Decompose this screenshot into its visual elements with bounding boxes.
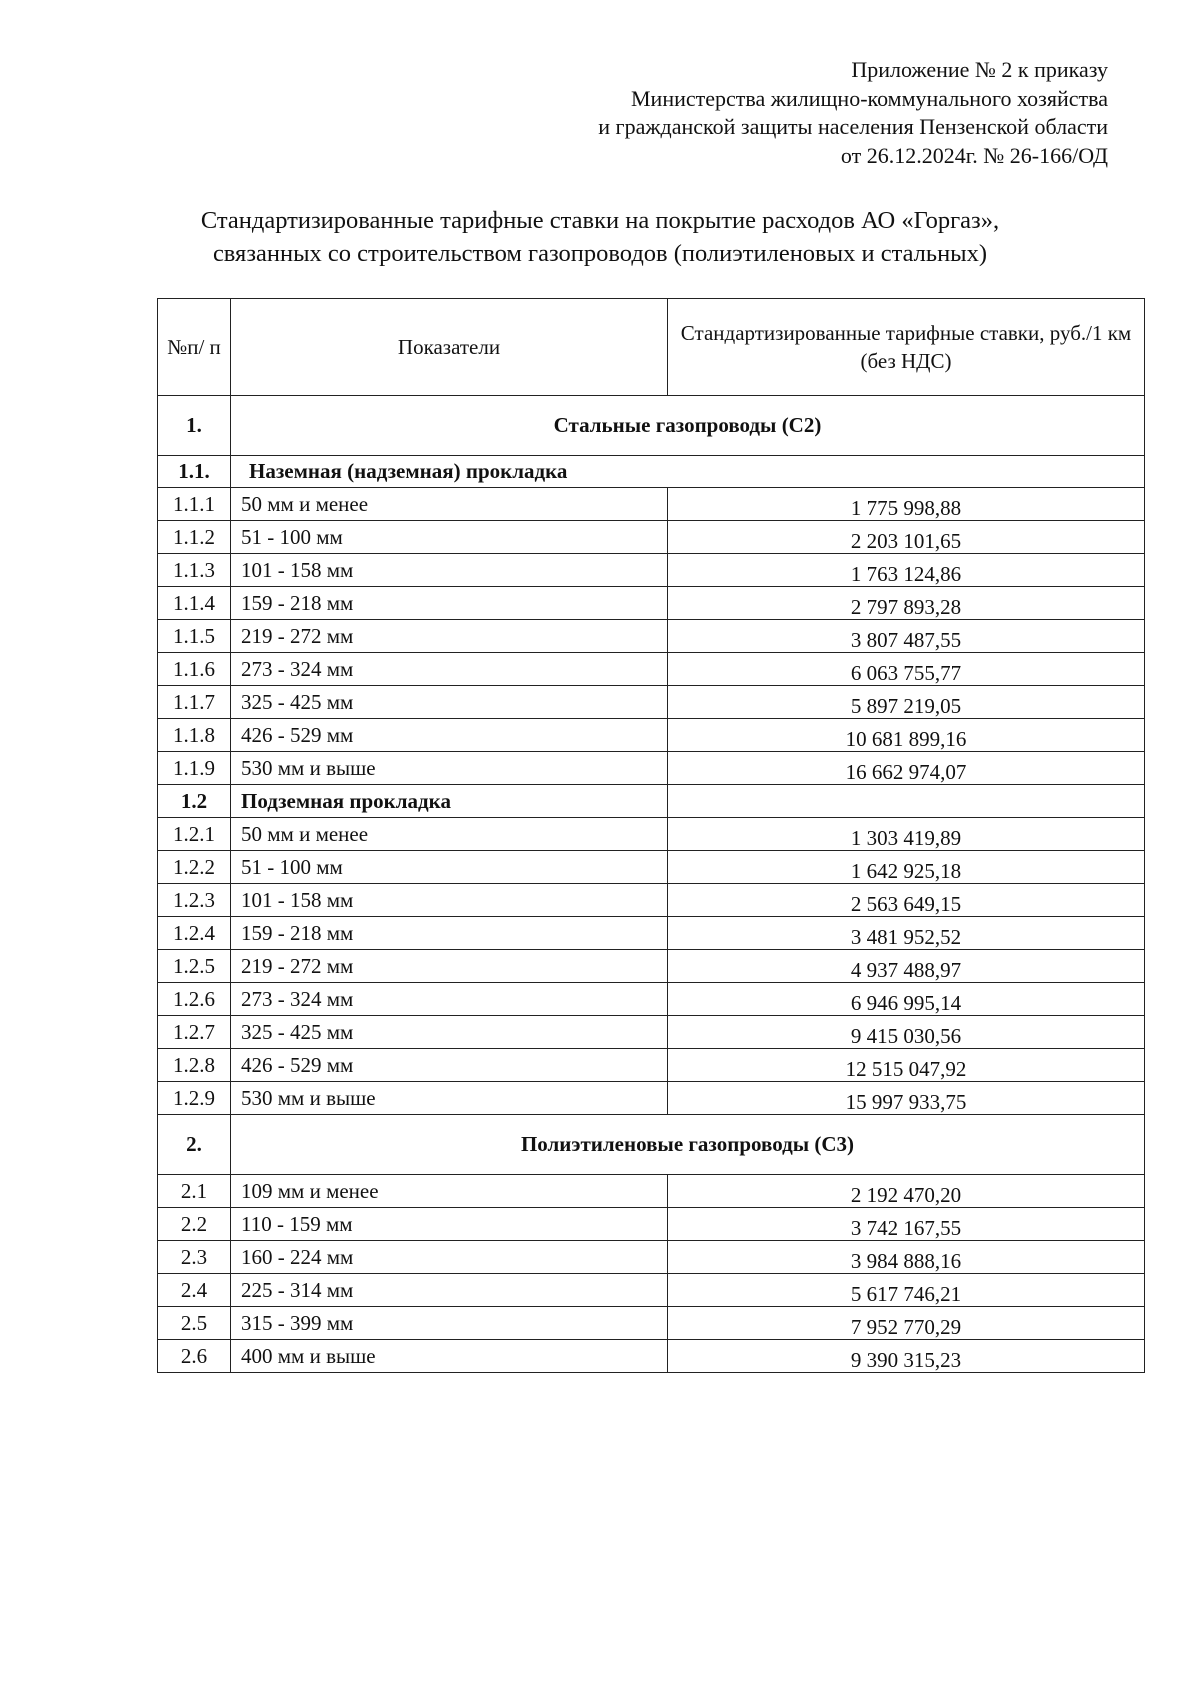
document-title [0, 204, 1200, 270]
row-num: 2.6 [158, 1340, 231, 1373]
row-num: 2.3 [158, 1241, 231, 1274]
row-value: 1 763 124,86 [668, 554, 1145, 587]
row-num: 2.4 [158, 1274, 231, 1307]
ministry-line: Министерства жилищно-коммунального хозяйства [630, 85, 1108, 111]
row-num: 1.1.1 [158, 488, 231, 521]
row-num: 2.1 [158, 1175, 231, 1208]
table-row [158, 1049, 1145, 1082]
table-row [158, 653, 1145, 686]
row-name: 50 мм и менее [231, 818, 668, 851]
table-row [158, 620, 1145, 653]
row-name: 273 - 324 мм [231, 983, 668, 1016]
row-name: 273 - 324 мм [231, 653, 668, 686]
row-name: 400 мм и выше [231, 1340, 668, 1373]
row-value: 15 997 933,75 [668, 1082, 1145, 1115]
row-value: 5 897 219,05 [668, 686, 1145, 719]
header-indicator: Показатели [231, 299, 668, 396]
section-row [158, 396, 1145, 456]
row-num: 1.1.3 [158, 554, 231, 587]
row-value: 1 303 419,89 [668, 818, 1145, 851]
table-row [158, 686, 1145, 719]
row-value: 16 662 974,07 [668, 752, 1145, 785]
table-row [158, 983, 1145, 1016]
row-value: 2 203 101,65 [668, 521, 1145, 554]
row-name: 426 - 529 мм [231, 719, 668, 752]
row-num: 1.2.4 [158, 917, 231, 950]
table-row [158, 554, 1145, 587]
table-row [158, 1307, 1145, 1340]
row-value: 1 775 998,88 [668, 488, 1145, 521]
ministry-line-2: и гражданской защиты населения Пензенской области [598, 114, 1108, 139]
row-num: 1.2.1 [158, 818, 231, 851]
row-name: 159 - 218 мм [231, 587, 668, 620]
row-num: 1.1.4 [158, 587, 231, 620]
row-name: 325 - 425 мм [231, 1016, 668, 1049]
table-row [158, 1208, 1145, 1241]
row-name: 51 - 100 мм [231, 521, 668, 554]
table-header-row [158, 299, 1145, 396]
row-num: 1.1.8 [158, 719, 231, 752]
table-row [158, 950, 1145, 983]
table-row [158, 1175, 1145, 1208]
table-row [158, 488, 1145, 521]
row-value: 6 946 995,14 [668, 983, 1145, 1016]
row-num: 1.1.9 [158, 752, 231, 785]
table-row [158, 752, 1145, 785]
row-name: 101 - 158 мм [231, 884, 668, 917]
row-name: 219 - 272 мм [231, 950, 668, 983]
subsection-num: 1.1. [158, 456, 231, 488]
table-row [158, 1340, 1145, 1373]
header-rate: Стандартизированные тарифные ставки, руб./1 км (без НДС) [668, 299, 1145, 396]
tariff-table [157, 298, 1145, 1373]
table-row [158, 884, 1145, 917]
row-value: 5 617 746,21 [668, 1274, 1145, 1307]
row-num: 1.2.5 [158, 950, 231, 983]
table-row [158, 521, 1145, 554]
row-value: 2 563 649,15 [668, 884, 1145, 917]
row-num: 1.1.5 [158, 620, 231, 653]
row-value: 10 681 899,16 [668, 719, 1145, 752]
section-row [158, 1115, 1145, 1175]
row-name: 50 мм и менее [231, 488, 668, 521]
row-name: 160 - 224 мм [231, 1241, 668, 1274]
table-row [158, 917, 1145, 950]
row-name: 219 - 272 мм [231, 620, 668, 653]
row-name: 426 - 529 мм [231, 1049, 668, 1082]
title-line-1: Стандартизированные тарифные ставки на покрытие расходов АО «Горгаз», [200, 207, 1000, 234]
row-name: 325 - 425 мм [231, 686, 668, 719]
row-value: 12 515 047,92 [668, 1049, 1145, 1082]
row-name: 109 мм и менее [231, 1175, 668, 1208]
row-name: 159 - 218 мм [231, 917, 668, 950]
order-appendix-header [598, 56, 1108, 170]
table-row [158, 1016, 1145, 1049]
table-row [158, 1082, 1145, 1115]
row-name: 530 мм и выше [231, 1082, 668, 1115]
order-date-line: от 26.12.2024г. № 26-166/ОД [840, 142, 1108, 168]
subsection-row [158, 456, 1145, 488]
row-value: 7 952 770,29 [668, 1307, 1145, 1340]
subsection-title: Подземная прокладка [231, 785, 668, 818]
row-num: 1.2.7 [158, 1016, 231, 1049]
row-value: 2 192 470,20 [668, 1175, 1145, 1208]
header-num: №п/ п [158, 299, 231, 396]
table-row [158, 818, 1145, 851]
table-row [158, 1274, 1145, 1307]
row-num: 1.2.9 [158, 1082, 231, 1115]
subsection-empty-cell [668, 785, 1145, 818]
row-value: 3 481 952,52 [668, 917, 1145, 950]
row-num: 1.1.2 [158, 521, 231, 554]
row-num: 1.1.6 [158, 653, 231, 686]
section-num: 2. [158, 1115, 231, 1175]
row-name: 51 - 100 мм [231, 851, 668, 884]
section-num: 1. [158, 396, 231, 456]
table-row [158, 851, 1145, 884]
appendix-line: Приложение № 2 к приказу [851, 57, 1108, 82]
row-num: 1.1.7 [158, 686, 231, 719]
row-value: 1 642 925,18 [668, 851, 1145, 884]
row-num: 1.2.2 [158, 851, 231, 884]
row-value: 2 797 893,28 [668, 587, 1145, 620]
section-title: Полиэтиленовые газопроводы (С3) [231, 1115, 1145, 1175]
table-row [158, 1241, 1145, 1274]
row-value: 9 390 315,23 [668, 1340, 1145, 1373]
row-name: 101 - 158 мм [231, 554, 668, 587]
row-num: 1.2.6 [158, 983, 231, 1016]
table-row [158, 719, 1145, 752]
row-value: 3 807 487,55 [668, 620, 1145, 653]
row-value: 3 984 888,16 [668, 1241, 1145, 1274]
row-num: 2.5 [158, 1307, 231, 1340]
subsection-row [158, 785, 1145, 818]
subsection-num: 1.2 [158, 785, 231, 818]
row-num: 2.2 [158, 1208, 231, 1241]
row-value: 9 415 030,56 [668, 1016, 1145, 1049]
table-row [158, 587, 1145, 620]
row-name: 225 - 314 мм [231, 1274, 668, 1307]
row-name: 110 - 159 мм [231, 1208, 668, 1241]
row-num: 1.2.8 [158, 1049, 231, 1082]
section-title: Стальные газопроводы (С2) [231, 396, 1145, 456]
row-num: 1.2.3 [158, 884, 231, 917]
row-value: 6 063 755,77 [668, 653, 1145, 686]
row-value: 4 937 488,97 [668, 950, 1145, 983]
subsection-title: Наземная (надземная) прокладка [231, 456, 1145, 488]
row-value: 3 742 167,55 [668, 1208, 1145, 1241]
row-name: 530 мм и выше [231, 752, 668, 785]
title-line-2: связанных со строительством газопроводов (полиэтиленовых и стальных) [212, 240, 988, 267]
row-name: 315 - 399 мм [231, 1307, 668, 1340]
